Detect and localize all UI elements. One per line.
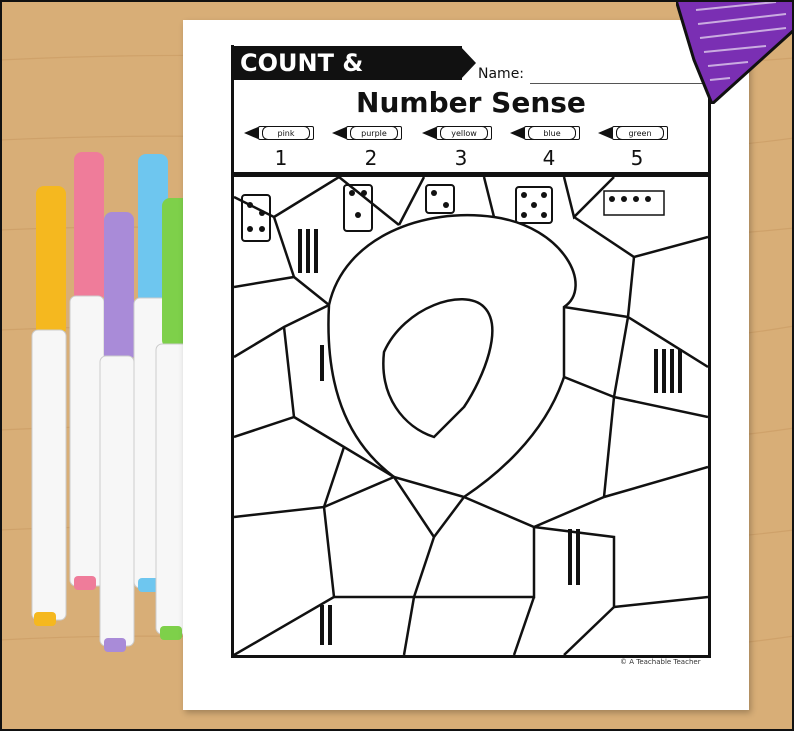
crayon-pink bbox=[244, 126, 316, 140]
crayon-number: 2 bbox=[364, 146, 378, 170]
crayon-yellow bbox=[422, 126, 494, 140]
purple-marker bbox=[100, 212, 134, 652]
crayon-label: yellow bbox=[440, 126, 488, 140]
crayon-number: 1 bbox=[274, 146, 288, 170]
crayon-label: purple bbox=[350, 126, 398, 140]
crayon-label: blue bbox=[528, 126, 576, 140]
corner-purple-arrow-graphic bbox=[676, 0, 794, 104]
banner-arrow-tip bbox=[460, 46, 476, 80]
crayon-label: green bbox=[616, 126, 664, 140]
puzzle-regions bbox=[234, 177, 708, 655]
crayon-number: 4 bbox=[542, 146, 556, 170]
pink-marker bbox=[70, 152, 104, 590]
crayon-tip-icon bbox=[422, 127, 436, 139]
crayon-blue bbox=[510, 126, 582, 140]
markers-group bbox=[10, 150, 200, 660]
worksheet-title: Number Sense bbox=[356, 86, 586, 119]
crayon-tip-icon bbox=[598, 127, 612, 139]
crayon-tip-icon bbox=[332, 127, 346, 139]
crayon-number: 3 bbox=[454, 146, 468, 170]
crayon-tip-icon bbox=[244, 127, 258, 139]
copyright-text: © A Teachable Teacher bbox=[620, 658, 701, 666]
crayon-purple bbox=[332, 126, 404, 140]
name-label: Name: bbox=[478, 66, 525, 82]
crayon-tip-icon bbox=[510, 127, 524, 139]
count-and-color-banner: COUNT & COLOR bbox=[232, 46, 462, 80]
yellow-marker bbox=[32, 186, 66, 626]
crayon-green bbox=[598, 126, 670, 140]
crayon-label: pink bbox=[262, 126, 310, 140]
coloring-puzzle bbox=[231, 174, 711, 658]
crayon-number: 5 bbox=[630, 146, 644, 170]
